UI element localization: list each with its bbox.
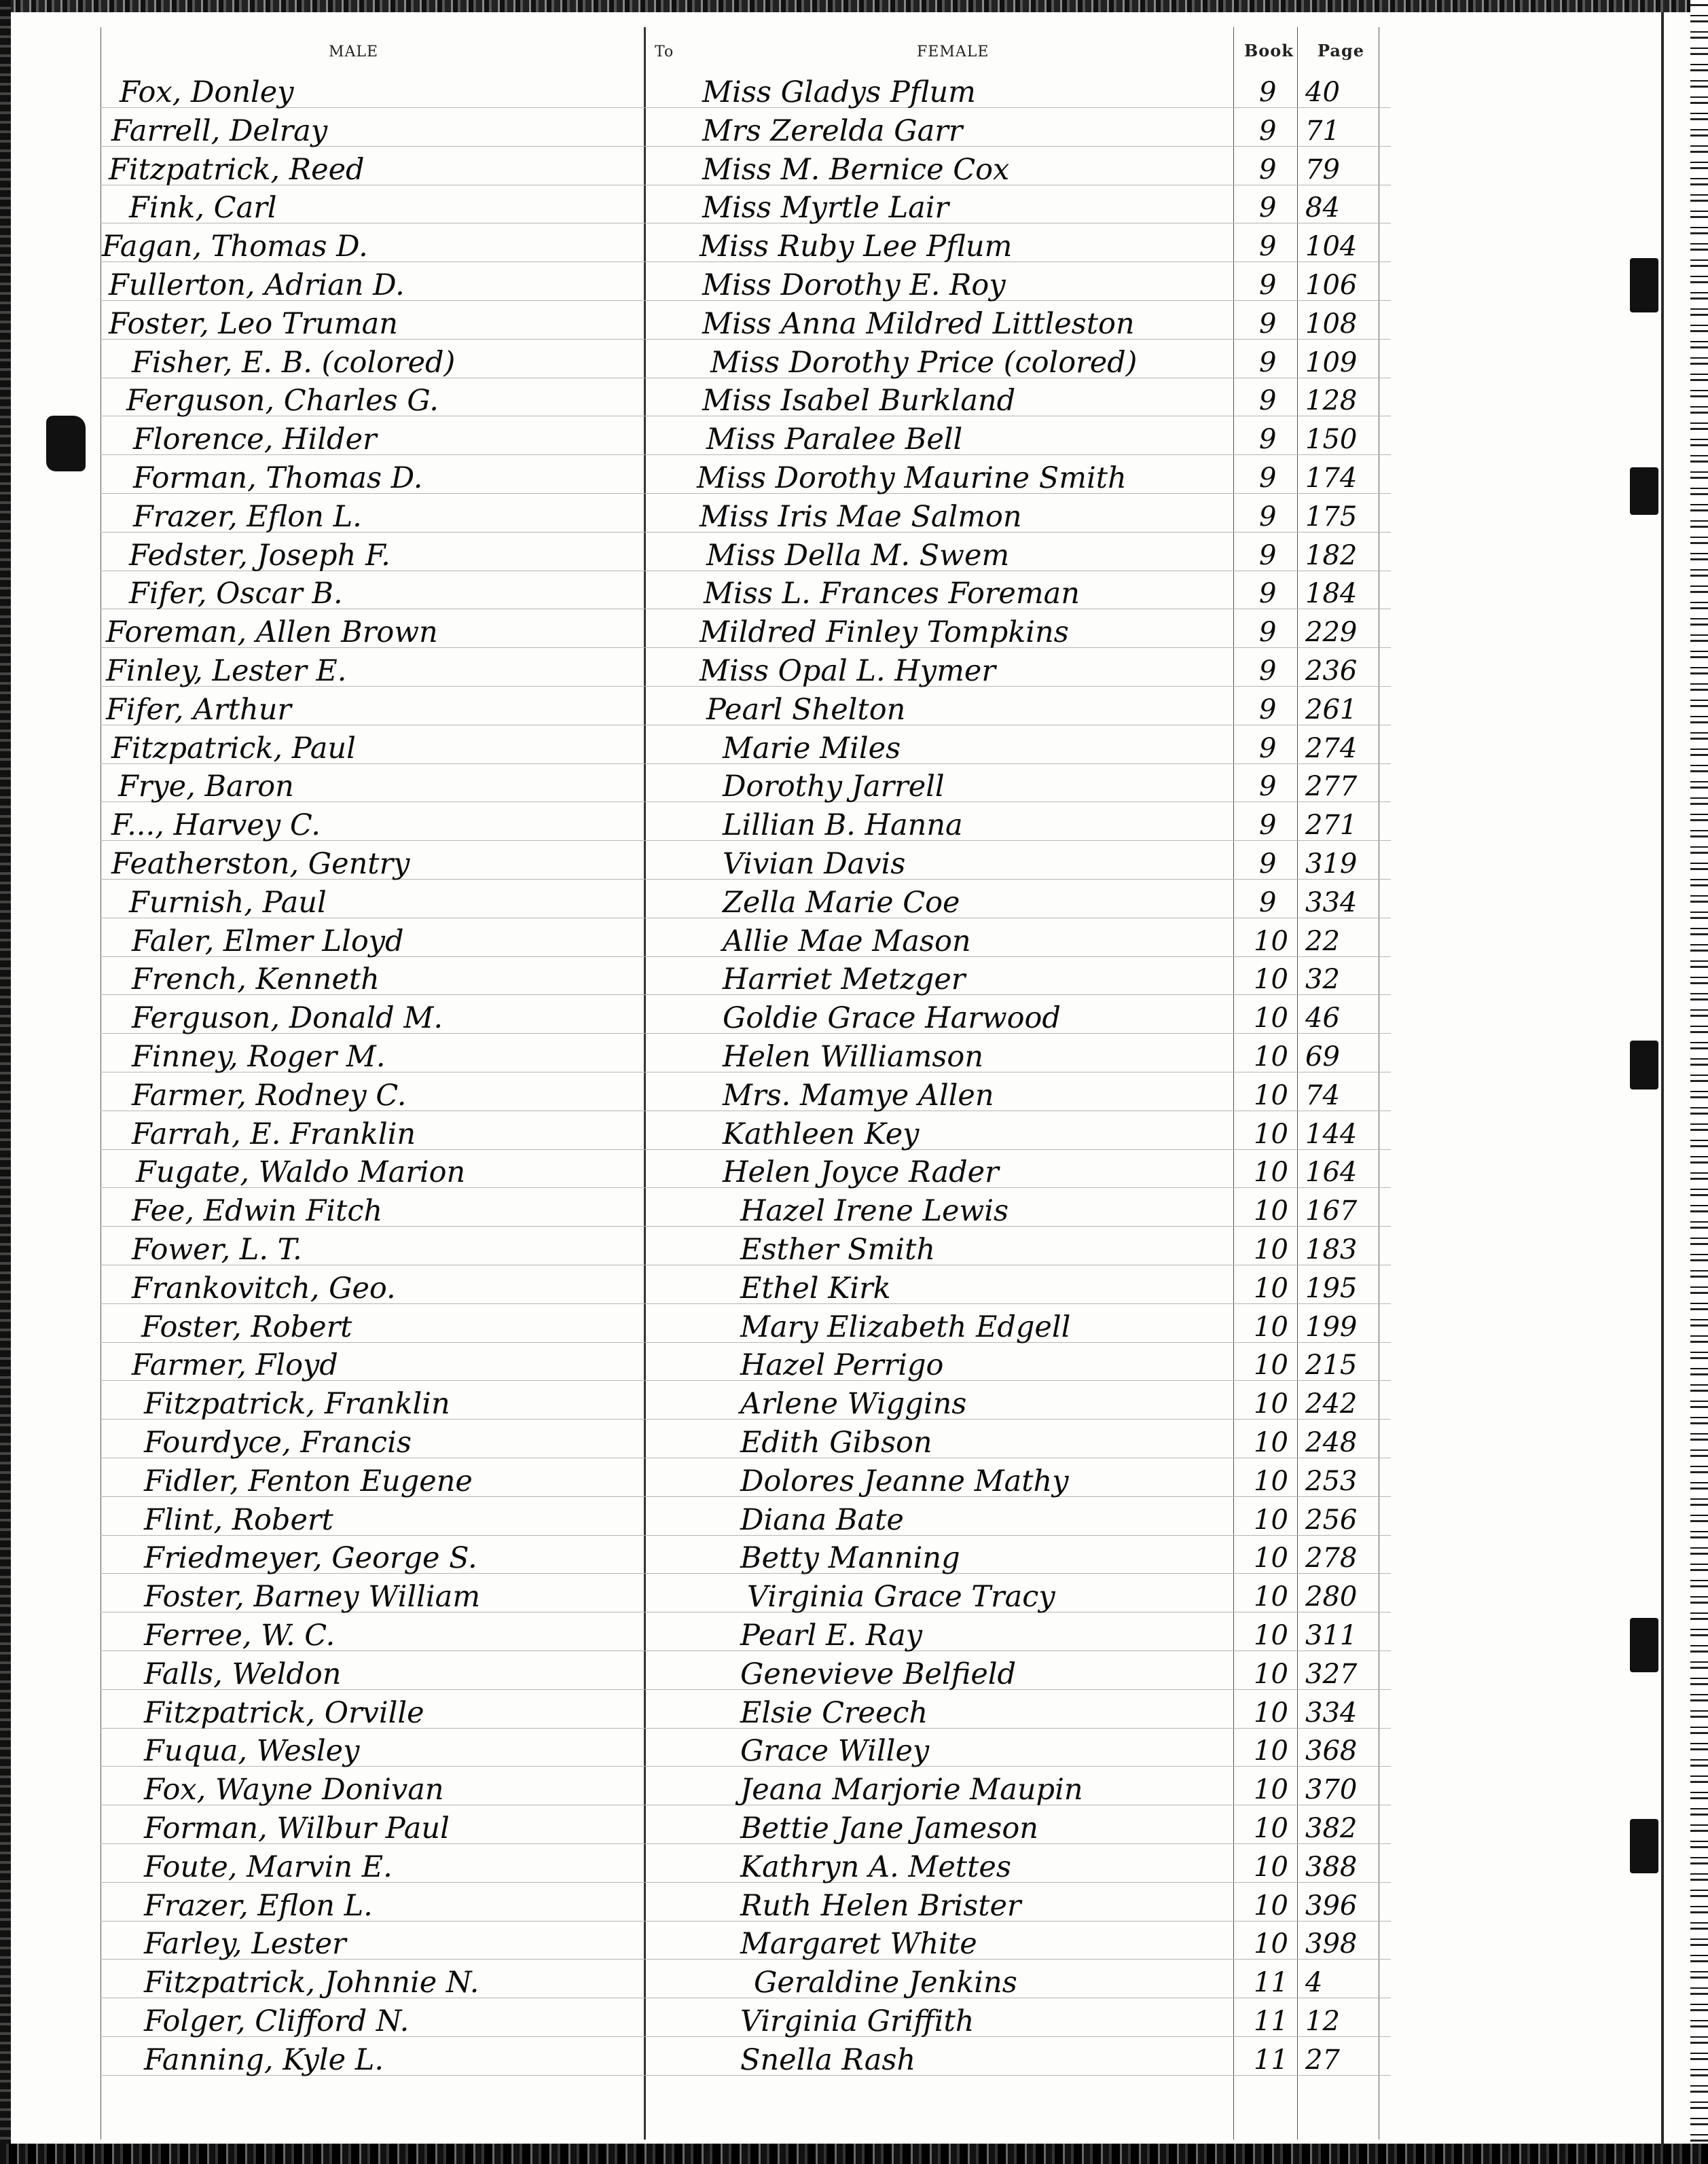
entry-page-number: 215 — [1305, 1350, 1358, 1381]
binder-hole-mark — [1630, 467, 1658, 515]
entry-female-name: Marie Miles — [723, 732, 901, 765]
entry-female-name: Zella Marie Coe — [723, 886, 960, 920]
entry-book-number: 10 — [1254, 1234, 1288, 1265]
entry-page-number: 388 — [1305, 1852, 1358, 1883]
entry-page-number: 242 — [1305, 1388, 1358, 1420]
entry-page-number: 319 — [1305, 848, 1358, 880]
entry-book-number: 10 — [1254, 1697, 1288, 1729]
entry-female-name: Miss L. Frances Foreman — [704, 577, 1080, 611]
entry-page-number: 71 — [1305, 115, 1340, 147]
entry-female-name: Miss Opal L. Hymer — [699, 654, 996, 688]
entry-male-name: Fedster, Joseph F. — [129, 539, 390, 573]
entry-female-name: Miss Paralee Bell — [706, 422, 963, 456]
binder-hole-mark — [1630, 1618, 1658, 1672]
entry-female-name: Betty Manning — [740, 1541, 960, 1575]
entry-book-number: 10 — [1254, 1273, 1288, 1304]
entry-male-name: Friedmeyer, George S. — [144, 1541, 477, 1575]
entry-book-number: 10 — [1254, 1427, 1288, 1458]
entry-book-number: 10 — [1254, 1543, 1288, 1574]
entry-female-name: Vivian Davis — [723, 847, 906, 881]
entry-page-number: 256 — [1305, 1504, 1358, 1536]
entry-book-number: 9 — [1259, 578, 1277, 609]
entry-book-number: 9 — [1259, 192, 1277, 223]
entry-female-name: Arlene Wiggins — [740, 1387, 967, 1421]
entry-male-name: Finney, Roger M. — [132, 1040, 386, 1074]
entry-male-name: Forman, Thomas D. — [133, 461, 423, 495]
entry-female-name: Goldie Grace Harwood — [723, 1001, 1061, 1035]
entry-male-name: Fitzpatrick, Johnnie N. — [144, 1966, 479, 2000]
entry-female-name: Pearl Shelton — [706, 693, 906, 727]
entry-page-number: 144 — [1305, 1119, 1358, 1150]
entry-book-number: 10 — [1254, 1388, 1288, 1420]
scan-edge-left — [0, 0, 11, 2164]
entry-book-number: 9 — [1259, 887, 1277, 918]
entry-book-number: 10 — [1254, 1774, 1288, 1805]
entry-page-number: 370 — [1305, 1774, 1358, 1805]
entry-page-number: 327 — [1305, 1659, 1358, 1690]
entry-page-number: 183 — [1305, 1234, 1358, 1265]
entry-book-number: 9 — [1259, 463, 1277, 494]
entry-book-number: 10 — [1254, 1350, 1288, 1381]
header-male: MALE — [329, 43, 379, 60]
entry-female-name: Mrs Zerelda Garr — [702, 114, 963, 148]
entry-book-number: 9 — [1259, 347, 1277, 378]
entry-male-name: Foster, Robert — [141, 1310, 352, 1344]
entry-page-number: 334 — [1305, 1697, 1358, 1729]
entry-book-number: 10 — [1254, 1620, 1288, 1651]
entry-page-number: 182 — [1305, 540, 1358, 571]
entry-male-name: Frazer, Eflon L. — [133, 500, 362, 534]
entry-male-name: Foute, Marvin E. — [144, 1850, 393, 1884]
entry-female-name: Kathleen Key — [723, 1117, 920, 1151]
entry-book-number: 10 — [1254, 1195, 1288, 1227]
entry-page-number: 150 — [1305, 424, 1358, 455]
entry-female-name: Geraldine Jenkins — [754, 1966, 1017, 2000]
entry-male-name: Fitzpatrick, Reed — [109, 153, 365, 187]
entry-book-number: 10 — [1254, 1581, 1288, 1612]
entry-book-number: 10 — [1254, 1003, 1288, 1034]
entry-page-number: 108 — [1305, 308, 1358, 340]
entry-page-number: 164 — [1305, 1157, 1358, 1188]
entry-male-name: Furnish, Paul — [129, 886, 327, 920]
entry-female-name: Jeana Marjorie Maupin — [740, 1773, 1083, 1807]
binder-hole-mark — [1630, 258, 1658, 312]
entry-book-number: 10 — [1254, 1157, 1288, 1188]
entry-book-number: 10 — [1254, 1080, 1288, 1111]
entry-book-number: 9 — [1259, 848, 1277, 880]
entry-female-name: Miss Anna Mildred Littleston — [702, 307, 1135, 341]
entry-book-number: 11 — [1254, 1967, 1288, 1998]
entry-book-number: 10 — [1254, 1312, 1288, 1343]
entry-female-name: Miss Ruby Lee Pflum — [699, 230, 1013, 264]
entry-female-name: Hazel Perrigo — [740, 1348, 944, 1382]
entry-male-name: Fitzpatrick, Orville — [144, 1696, 424, 1730]
entry-page-number: 40 — [1305, 77, 1340, 108]
entry-book-number: 10 — [1254, 1852, 1288, 1883]
entry-book-number: 9 — [1259, 231, 1277, 262]
entry-male-name: Fagan, Thomas D. — [102, 230, 368, 264]
entry-page-number: 46 — [1305, 1003, 1340, 1034]
entry-male-name: Farmer, Rodney C. — [132, 1079, 407, 1113]
scan-edge-right — [1690, 0, 1708, 2164]
entry-male-name: Fitzpatrick, Franklin — [144, 1387, 450, 1421]
entry-book-number: 9 — [1259, 733, 1277, 764]
entry-book-number: 9 — [1259, 501, 1277, 533]
entry-book-number: 9 — [1259, 385, 1277, 416]
entry-female-name: Virginia Griffith — [740, 2004, 975, 2038]
entry-female-name: Miss Gladys Pflum — [702, 75, 976, 109]
entry-book-number: 10 — [1254, 1119, 1288, 1150]
entry-page-number: 22 — [1305, 926, 1340, 957]
entry-male-name: Frankovitch, Geo. — [132, 1272, 396, 1305]
header-female: FEMALE — [917, 43, 989, 60]
entry-page-number: 274 — [1305, 733, 1358, 764]
entry-male-name: Farley, Lester — [144, 1927, 346, 1961]
entry-female-name: Miss M. Bernice Cox — [702, 153, 1010, 187]
entry-male-name: Frazer, Eflon L. — [144, 1889, 373, 1923]
entry-male-name: Fower, L. T. — [132, 1233, 302, 1267]
header-page: Page — [1318, 41, 1365, 60]
entry-male-name: Fourdyce, Francis — [144, 1426, 412, 1460]
entry-male-name: Fugate, Waldo Marion — [136, 1155, 466, 1189]
entry-male-name: Folger, Clifford N. — [144, 2004, 410, 2038]
entry-male-name: French, Kenneth — [132, 962, 380, 996]
entry-page-number: 253 — [1305, 1466, 1358, 1497]
entry-book-number: 10 — [1254, 1928, 1288, 1960]
entry-male-name: Finley, Lester E. — [106, 654, 347, 688]
entry-book-number: 10 — [1254, 1813, 1288, 1844]
entry-page-number: 277 — [1305, 771, 1358, 802]
entry-male-name: Farrah, E. Franklin — [132, 1117, 416, 1151]
entry-male-name: Faler, Elmer Lloyd — [132, 924, 404, 958]
entry-page-number: 32 — [1305, 964, 1340, 995]
entry-book-number: 9 — [1259, 771, 1277, 802]
entry-page-number: 12 — [1305, 2006, 1340, 2037]
entry-page-number: 184 — [1305, 578, 1358, 609]
entry-page-number: 175 — [1305, 501, 1358, 533]
entry-book-number: 9 — [1259, 154, 1277, 185]
entry-female-name: Mrs. Mamye Allen — [723, 1079, 994, 1113]
entry-page-number: 271 — [1305, 810, 1358, 841]
entry-female-name: Hazel Irene Lewis — [740, 1194, 1009, 1228]
entry-male-name: Fisher, E. B. (colored) — [132, 346, 456, 380]
entry-female-name: Pearl E. Ray — [740, 1619, 923, 1653]
entry-male-name: Frye, Baron — [118, 770, 294, 804]
entry-book-number: 11 — [1254, 2006, 1288, 2037]
entry-male-name: Falls, Weldon — [144, 1657, 342, 1691]
column-line-page-left — [1297, 27, 1298, 2140]
entry-page-number: 4 — [1305, 1967, 1323, 1998]
entry-female-name: Miss Isabel Burkland — [702, 384, 1016, 418]
column-line-book-left — [1233, 27, 1234, 2140]
entry-male-name: Ferguson, Charles G. — [126, 384, 439, 418]
entry-page-number: 280 — [1305, 1581, 1358, 1612]
entry-male-name: Forman, Wilbur Paul — [144, 1811, 450, 1845]
entry-book-number: 10 — [1254, 1504, 1288, 1536]
entry-book-number: 10 — [1254, 1735, 1288, 1767]
entry-female-name: Lillian B. Hanna — [723, 808, 963, 842]
entry-female-name: Miss Dorothy Price (colored) — [710, 346, 1138, 380]
entry-female-name: Miss Iris Mae Salmon — [699, 500, 1022, 534]
entry-female-name: Snella Rash — [740, 2043, 916, 2077]
binder-hole-mark — [1630, 1819, 1658, 1873]
entry-page-number: 74 — [1305, 1080, 1340, 1111]
entry-male-name: Fink, Carl — [129, 191, 277, 225]
entry-male-name: Fox, Donley — [120, 75, 294, 109]
entry-female-name: Ruth Helen Brister — [740, 1889, 1021, 1923]
entry-book-number: 9 — [1259, 308, 1277, 340]
entry-book-number: 11 — [1254, 2044, 1288, 2076]
entry-page-number: 248 — [1305, 1427, 1358, 1458]
entry-page-number: 104 — [1305, 231, 1358, 262]
entry-book-number: 10 — [1254, 1890, 1288, 1922]
entry-female-name: Helen Williamson — [723, 1040, 984, 1074]
entry-book-number: 10 — [1254, 926, 1288, 957]
entry-female-name: Esther Smith — [740, 1233, 936, 1267]
entry-male-name: Foster, Leo Truman — [109, 307, 398, 341]
header-book: Book — [1244, 41, 1294, 60]
entry-page-number: 128 — [1305, 385, 1358, 416]
entry-female-name: Harriet Metzger — [723, 962, 966, 996]
entry-male-name: Fidler, Fenton Eugene — [144, 1464, 473, 1498]
entry-female-name: Miss Della M. Swem — [706, 539, 1010, 573]
entry-female-name: Grace Willey — [740, 1734, 930, 1768]
entry-book-number: 10 — [1254, 1466, 1288, 1497]
entry-book-number: 9 — [1259, 115, 1277, 147]
entry-male-name: Featherston, Gentry — [111, 847, 410, 881]
entry-book-number: 9 — [1259, 810, 1277, 841]
entry-female-name: Helen Joyce Rader — [723, 1155, 999, 1189]
entry-female-name: Miss Myrtle Lair — [702, 191, 949, 225]
entry-book-number: 10 — [1254, 964, 1288, 995]
entry-page-number: 174 — [1305, 463, 1358, 494]
entry-page-number: 311 — [1305, 1620, 1358, 1651]
scan-edge-top — [0, 0, 1708, 12]
entry-page-number: 84 — [1305, 192, 1340, 223]
entry-page-number: 261 — [1305, 694, 1358, 725]
entry-male-name: Ferree, W. C. — [144, 1619, 335, 1653]
entry-female-name: Mary Elizabeth Edgell — [740, 1310, 1071, 1344]
entry-female-name: Miss Dorothy Maurine Smith — [697, 461, 1127, 495]
entry-book-number: 9 — [1259, 617, 1277, 648]
entry-page-number: 398 — [1305, 1928, 1358, 1960]
entry-page-number: 236 — [1305, 655, 1358, 687]
page-border-right — [1661, 12, 1664, 2145]
entry-male-name: Fifer, Arthur — [106, 693, 291, 727]
column-divider-to — [644, 27, 646, 2140]
entry-female-name: Ethel Kirk — [740, 1272, 891, 1305]
entry-female-name: Genevieve Belfield — [740, 1657, 1017, 1691]
entry-page-number: 167 — [1305, 1195, 1358, 1227]
entry-female-name: Miss Dorothy E. Roy — [702, 268, 1006, 302]
entry-book-number: 9 — [1259, 77, 1277, 108]
entry-page-number: 195 — [1305, 1273, 1358, 1304]
entry-male-name: Farrell, Delray — [111, 114, 328, 148]
entry-female-name: Elsie Creech — [740, 1696, 928, 1730]
entry-page-number: 79 — [1305, 154, 1340, 185]
binder-hole-mark — [1630, 1041, 1658, 1089]
entry-female-name: Virginia Grace Tracy — [747, 1580, 1055, 1614]
scan-edge-bottom — [0, 2144, 1708, 2164]
entry-book-number: 10 — [1254, 1041, 1288, 1072]
entry-male-name: Foster, Barney William — [144, 1580, 481, 1614]
entry-page-number: 229 — [1305, 617, 1358, 648]
ink-blot — [46, 416, 86, 471]
entry-male-name: F..., Harvey C. — [111, 808, 321, 842]
entry-book-number: 10 — [1254, 1659, 1288, 1690]
entry-book-number: 9 — [1259, 655, 1277, 687]
entry-male-name: Fullerton, Adrian D. — [109, 268, 405, 302]
entry-page-number: 106 — [1305, 270, 1358, 301]
entry-male-name: Ferguson, Donald M. — [132, 1001, 443, 1035]
entry-book-number: 9 — [1259, 270, 1277, 301]
entry-female-name: Diana Bate — [740, 1503, 904, 1537]
entry-page-number: 109 — [1305, 347, 1358, 378]
entry-male-name: Foreman, Allen Brown — [106, 615, 438, 649]
entry-male-name: Fuqua, Wesley — [144, 1734, 360, 1768]
entry-female-name: Kathryn A. Mettes — [740, 1850, 1011, 1884]
entry-female-name: Edith Gibson — [740, 1426, 932, 1460]
entry-page-number: 278 — [1305, 1543, 1358, 1574]
entry-male-name: Flint, Robert — [144, 1503, 333, 1537]
entry-page-number: 27 — [1305, 2044, 1340, 2076]
entry-female-name: Mildred Finley Tompkins — [699, 615, 1069, 649]
entry-page-number: 199 — [1305, 1312, 1358, 1343]
entry-book-number: 9 — [1259, 424, 1277, 455]
entry-page-number: 368 — [1305, 1735, 1358, 1767]
entry-female-name: Margaret White — [740, 1927, 977, 1961]
entry-male-name: Fee, Edwin Fitch — [132, 1194, 383, 1228]
entry-male-name: Farmer, Floyd — [132, 1348, 338, 1382]
entry-male-name: Fifer, Oscar B. — [129, 577, 343, 611]
entry-female-name: Allie Mae Mason — [723, 924, 971, 958]
entry-book-number: 9 — [1259, 540, 1277, 571]
entry-male-name: Fitzpatrick, Paul — [111, 732, 356, 765]
entry-page-number: 334 — [1305, 887, 1358, 918]
entry-page-number: 396 — [1305, 1890, 1358, 1922]
entry-female-name: Dorothy Jarrell — [723, 770, 945, 804]
entry-male-name: Florence, Hilder — [133, 422, 377, 456]
entry-book-number: 9 — [1259, 694, 1277, 725]
entry-female-name: Bettie Jane Jameson — [740, 1811, 1038, 1845]
header-to: To — [655, 43, 674, 60]
entry-page-number: 69 — [1305, 1041, 1340, 1072]
entry-male-name: Fox, Wayne Donivan — [144, 1773, 444, 1807]
entry-male-name: Fanning, Kyle L. — [144, 2043, 384, 2077]
entry-page-number: 382 — [1305, 1813, 1358, 1844]
entry-female-name: Dolores Jeanne Mathy — [740, 1464, 1069, 1498]
